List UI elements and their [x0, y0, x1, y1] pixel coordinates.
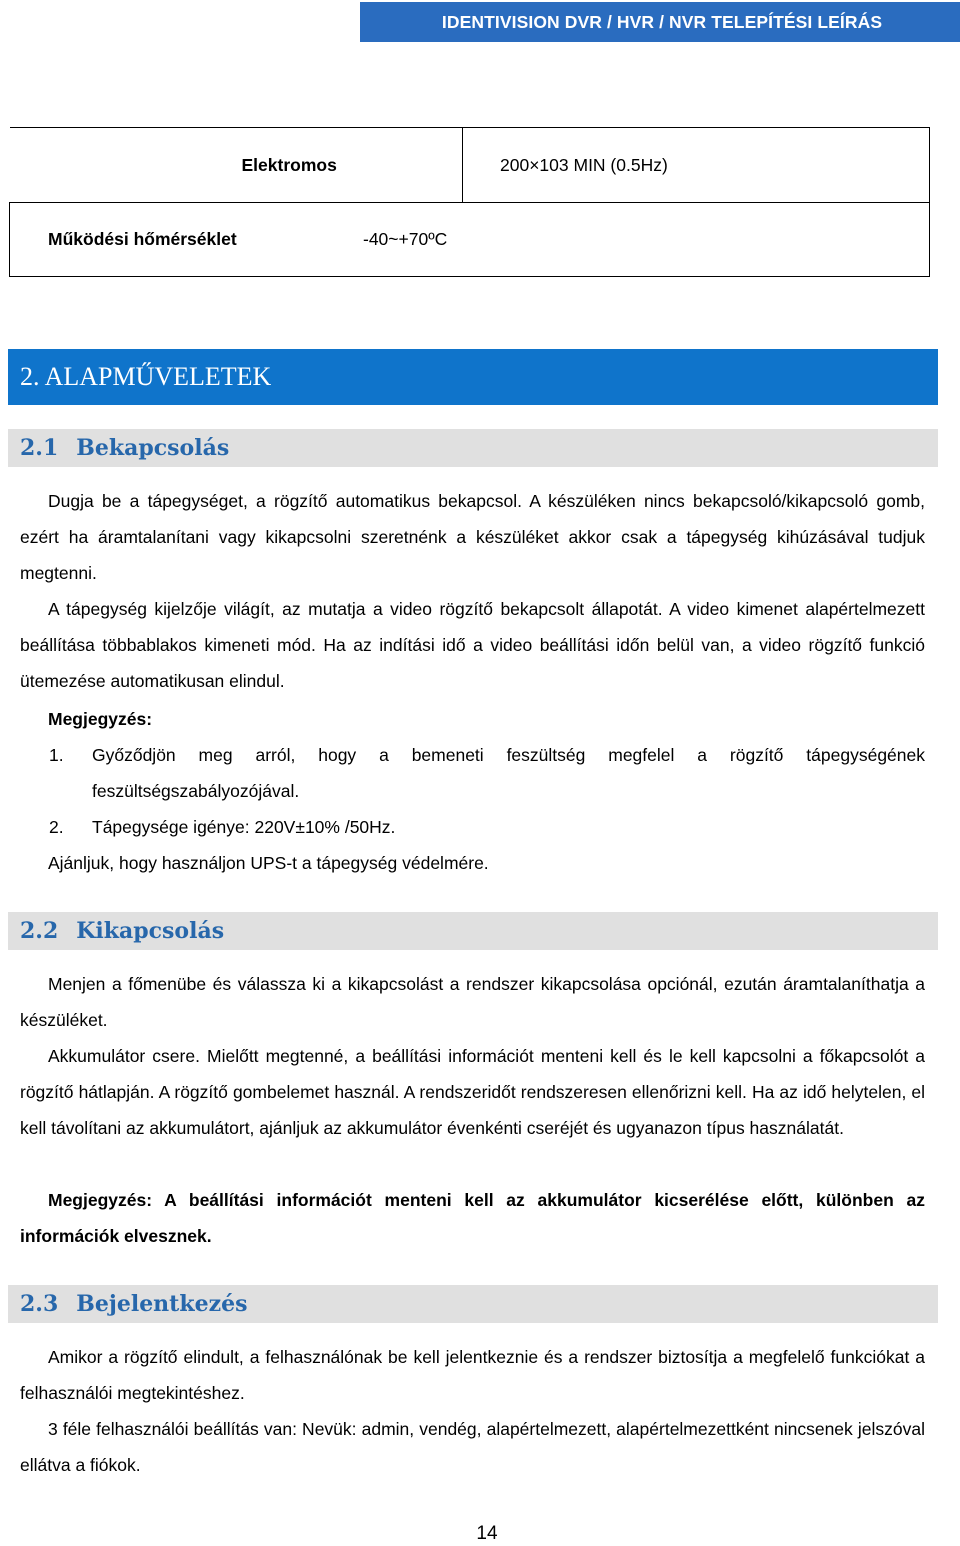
list-item [49, 809, 925, 845]
page-number: 14 [476, 1523, 498, 1544]
subsection-title: Kikapcsolás [76, 918, 225, 944]
list-item-text: Tápegysége igénye: 220V±10% /50Hz. [92, 817, 396, 837]
subsection-heading-power-off [8, 912, 938, 950]
paragraph: Menjen a főmenübe és válassza ki a kikapcsolást a rendszer kikapcsolása opciónál, ezután áramtalaníthatja a készüléket. [20, 974, 925, 1030]
subsection-number: 2.1 [20, 435, 59, 461]
subsection-title: Bejelentkezés [76, 1291, 248, 1317]
table-row [10, 128, 930, 203]
section-heading-basic-operations [8, 349, 938, 405]
list-item-number: 2. [49, 817, 64, 837]
note-paragraph: Megjegyzés: A beállítási információt menteni kell az akkumulátor kicserélése előtt, különben az információk elvesznek. [20, 1190, 925, 1246]
subsection-number: 2.2 [20, 918, 59, 944]
paragraph: 3 féle felhasználói beállítás van: Nevük: admin, vendég, alapértelmezett, alapértelmezettként nincsenek jelszóval ellátva a fiókok. [20, 1419, 925, 1475]
list-item [49, 737, 925, 809]
paragraph: Ajánljuk, hogy használjon UPS-t a tápegység védelmére. [48, 853, 489, 873]
spec-table [9, 127, 930, 277]
note-label: Megjegyzés: [48, 709, 153, 729]
paragraph: Amikor a rögzítő elindult, a felhasználónak be kell jelentkeznie és a rendszer biztosítja a megfelelő funkciókat a felhasználói megtekintéshez. [20, 1347, 925, 1403]
paragraph: Akkumulátor csere. Mielőtt megtenné, a beállítási információt menteni kell és le kell kapcsolni a főkapcsolót a rögzítő hátlapján. A rögzítő gombelemet használ. A rendszeridőt rendszeresen ellenőrizni kell. Ha az idő helytelen, el kell távolítani az akkumulátort, ajánljuk az akkumulátor évenkénti cseréjét és ugyanazon típus használatát. [20, 1046, 925, 1138]
subsection-heading-login [8, 1285, 938, 1323]
list-item-number: 1. [49, 745, 64, 765]
paragraph: A tápegység kijelzője világít, az mutatja a video rögzítő bekapcsolt állapotát. A video kimenet alapértelmezett beállítása többablakos kimeneti mód. Ha az indítási idő a video beállítási időn belül van, a video rögzítő funkció ütemezése automatikusan elindul. [20, 599, 925, 691]
subsection-number: 2.3 [20, 1291, 59, 1317]
document-header-title: IDENTIVISION DVR / HVR / NVR TELEPÍTÉSI LEÍRÁS [441, 11, 883, 32]
spec-value-electrical: 200×103 MIN (0.5Hz) [463, 128, 930, 203]
document-header-banner [360, 2, 960, 42]
spec-label-electrical: Elektromos [10, 128, 463, 203]
list-item-text: Győződjön meg arról, hogy a bemeneti feszültség megfelel a rögzítő tápegységének feszültségszabályozójával. [92, 745, 925, 801]
paragraph: Dugja be a tápegységet, a rögzítő automatikus bekapcsol. A készüléken nincs bekapcsoló/kikapcsoló gomb, ezért ha áramtalanítani vagy kikapcsolni szeretnénk a készüléket akkor csak a tápegység kihúzásával tudjuk megtenni. [20, 491, 925, 583]
subsection-heading-power-on [8, 429, 938, 467]
spec-value-temperature: -40~+70ºC [318, 203, 930, 277]
table-row [10, 203, 930, 277]
section-heading-text: 2. ALAPMŰVELETEK [20, 362, 272, 391]
spec-label-temperature: Működési hőmérséklet [10, 203, 319, 277]
subsection-title: Bekapcsolás [76, 435, 230, 461]
